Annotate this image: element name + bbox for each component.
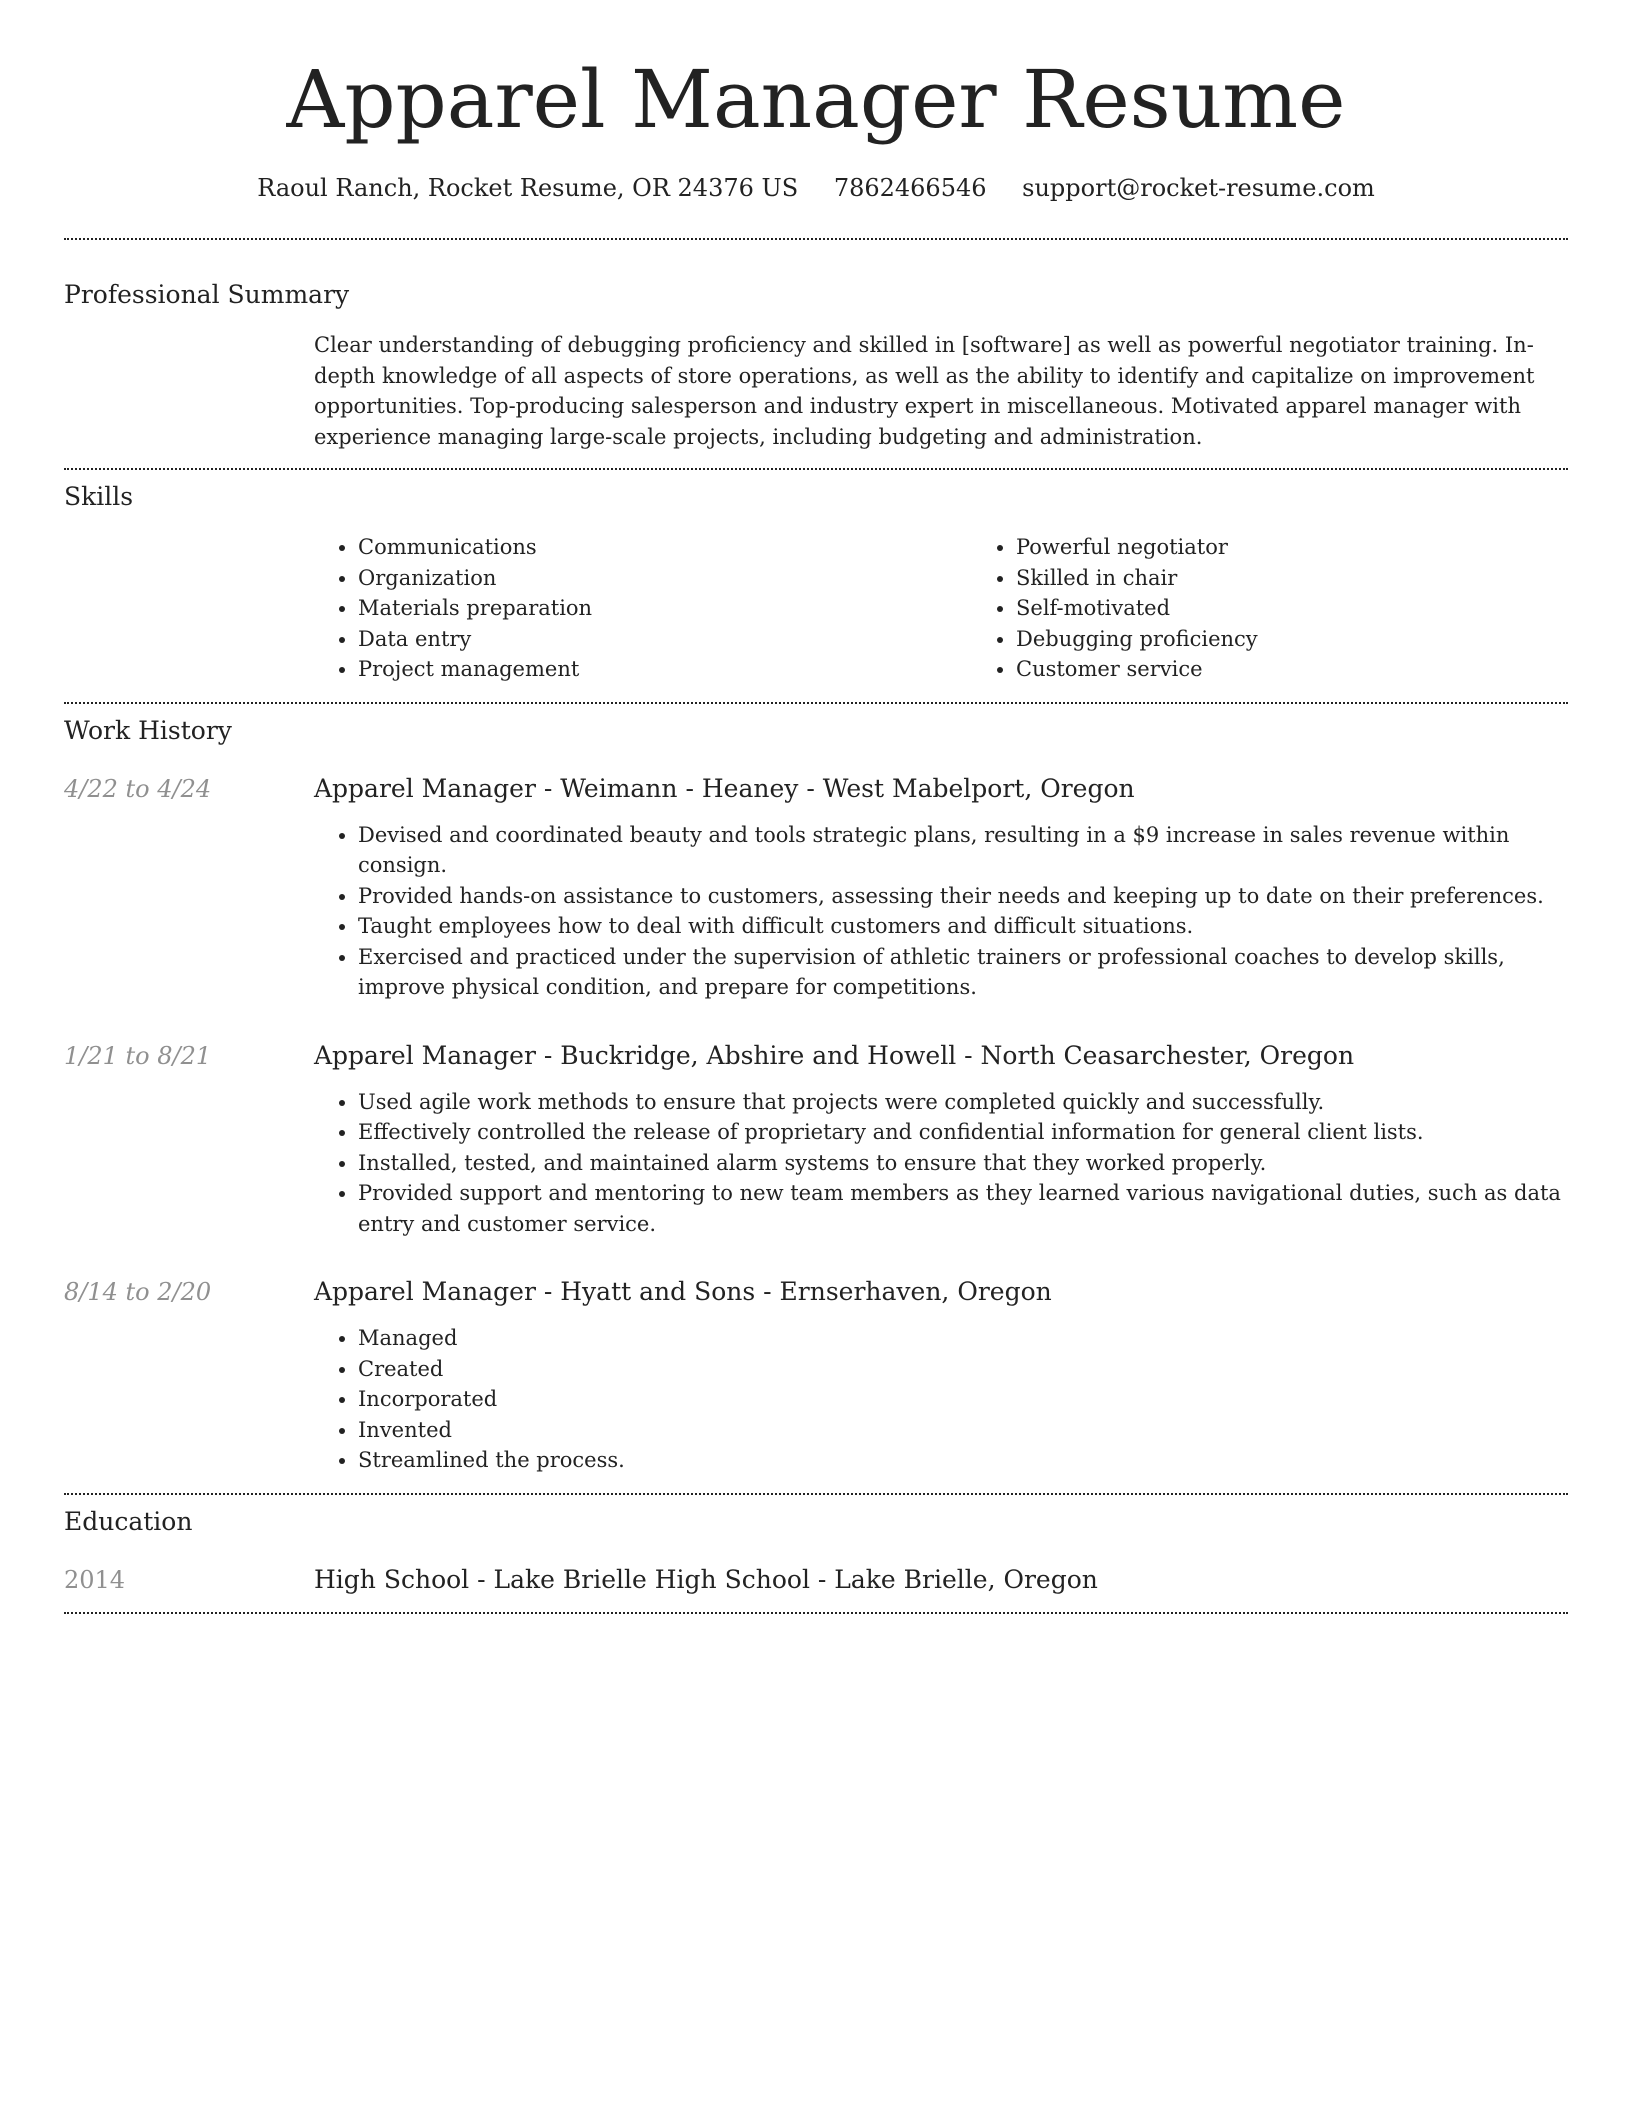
skills-section [64,470,1568,685]
job-bullet: • Installed, tested, and maintained alarm systems to ensure that they worked properly. [358,1148,1568,1179]
job-entry [64,1039,1568,1240]
skill-item: • Debugging proficiency [1016,624,1630,655]
job-bullets [314,820,1568,1003]
skills-list-2 [972,532,1630,685]
job-dates: 8/14 to 2/20 [64,1278,212,1306]
job-bullet: • Effectively controlled the release of proprietary and confidential information for general client lists. [358,1117,1568,1148]
job-title: Apparel Manager - Weimann - Heaney - West Mabelport, Oregon [314,773,1135,803]
job-title: Apparel Manager - Buckridge, Abshire and Howell - North Ceasarchester, Oregon [314,1040,1355,1070]
skill-item: • Powerful negotiator [1016,532,1630,563]
contact-line [64,172,1568,204]
divider [64,1612,1568,1614]
job-bullet: • Taught employees how to deal with difficult customers and difficult situations. [358,911,1568,942]
job-bullet: • Created [358,1354,1568,1385]
summary-text: Clear understanding of debugging proficiency and skilled in [software] as well as powerful negotiator training. In-depth knowledge of all aspects of store operations, as well as the ability to identify and capitalize on improvement opportunities. Top-producing salesperson and industry expert in miscellaneous. Motivated apparel manager with experience managing large-scale projects, including budgeting and administration. [314,333,1535,449]
job-bullet: • Provided hands-on assistance to customers, assessing their needs and keeping up to date on their preferences. [358,881,1568,912]
job-bullet: • Devised and coordinated beauty and tools strategic plans, resulting in a $9 increase in sales revenue within consign. [358,820,1568,881]
job-bullet: • Exercised and practiced under the supervision of athletic trainers or professional coaches to develop skills, improve physical condition, and prepare for competitions. [358,942,1568,1003]
summary-heading: Professional Summary [64,280,350,309]
skill-item: • Project management [358,654,972,685]
work-heading: Work History [64,715,232,745]
education-section [64,1495,1568,1597]
skills-heading: Skills [64,482,134,511]
job-entry [64,772,1568,1003]
job-dates: 1/21 to 8/21 [64,1041,212,1070]
education-year: 2014 [64,1565,126,1594]
job-bullet: • Streamlined the process. [358,1445,1568,1476]
skill-item: • Customer service [1016,654,1630,685]
job-bullet: • Managed [358,1323,1568,1354]
summary-section [64,240,1568,452]
page-title: Apparel Manager Resume [286,53,1346,146]
job-bullet: • Used agile work methods to ensure that projects were completed quickly and successfully. [358,1087,1568,1118]
skill-item: • Organization [358,563,972,594]
education-title: High School - Lake Brielle High School - Lake Brielle, Oregon [314,1564,1098,1594]
job-bullet: • Incorporated [358,1384,1568,1415]
skill-item: • Skilled in chair [1016,563,1630,594]
contact-phone: 7862466546 [833,174,987,202]
skills-list-1 [314,532,972,685]
skill-item: • Materials preparation [358,593,972,624]
job-dates: 4/22 to 4/24 [64,774,212,803]
education-heading: Education [64,1506,193,1536]
skill-item: • Data entry [358,624,972,655]
job-title: Apparel Manager - Hyatt and Sons - Ernserhaven, Oregon [314,1277,1052,1306]
job-entry [64,1275,1568,1476]
contact-email: support@rocket-resume.com [1022,174,1375,202]
contact-address: Raoul Ranch, Rocket Resume, OR 24376 US [257,174,799,202]
job-bullets [314,1087,1568,1240]
job-bullet: • Provided support and mentoring to new team members as they learned various navigational duties, such as data entry and customer service. [358,1178,1568,1239]
skill-item: • Communications [358,532,972,563]
job-bullet: • Invented [358,1415,1568,1446]
skill-item: • Self-motivated [1016,593,1630,624]
job-bullets [314,1323,1568,1476]
work-section [64,704,1568,1476]
